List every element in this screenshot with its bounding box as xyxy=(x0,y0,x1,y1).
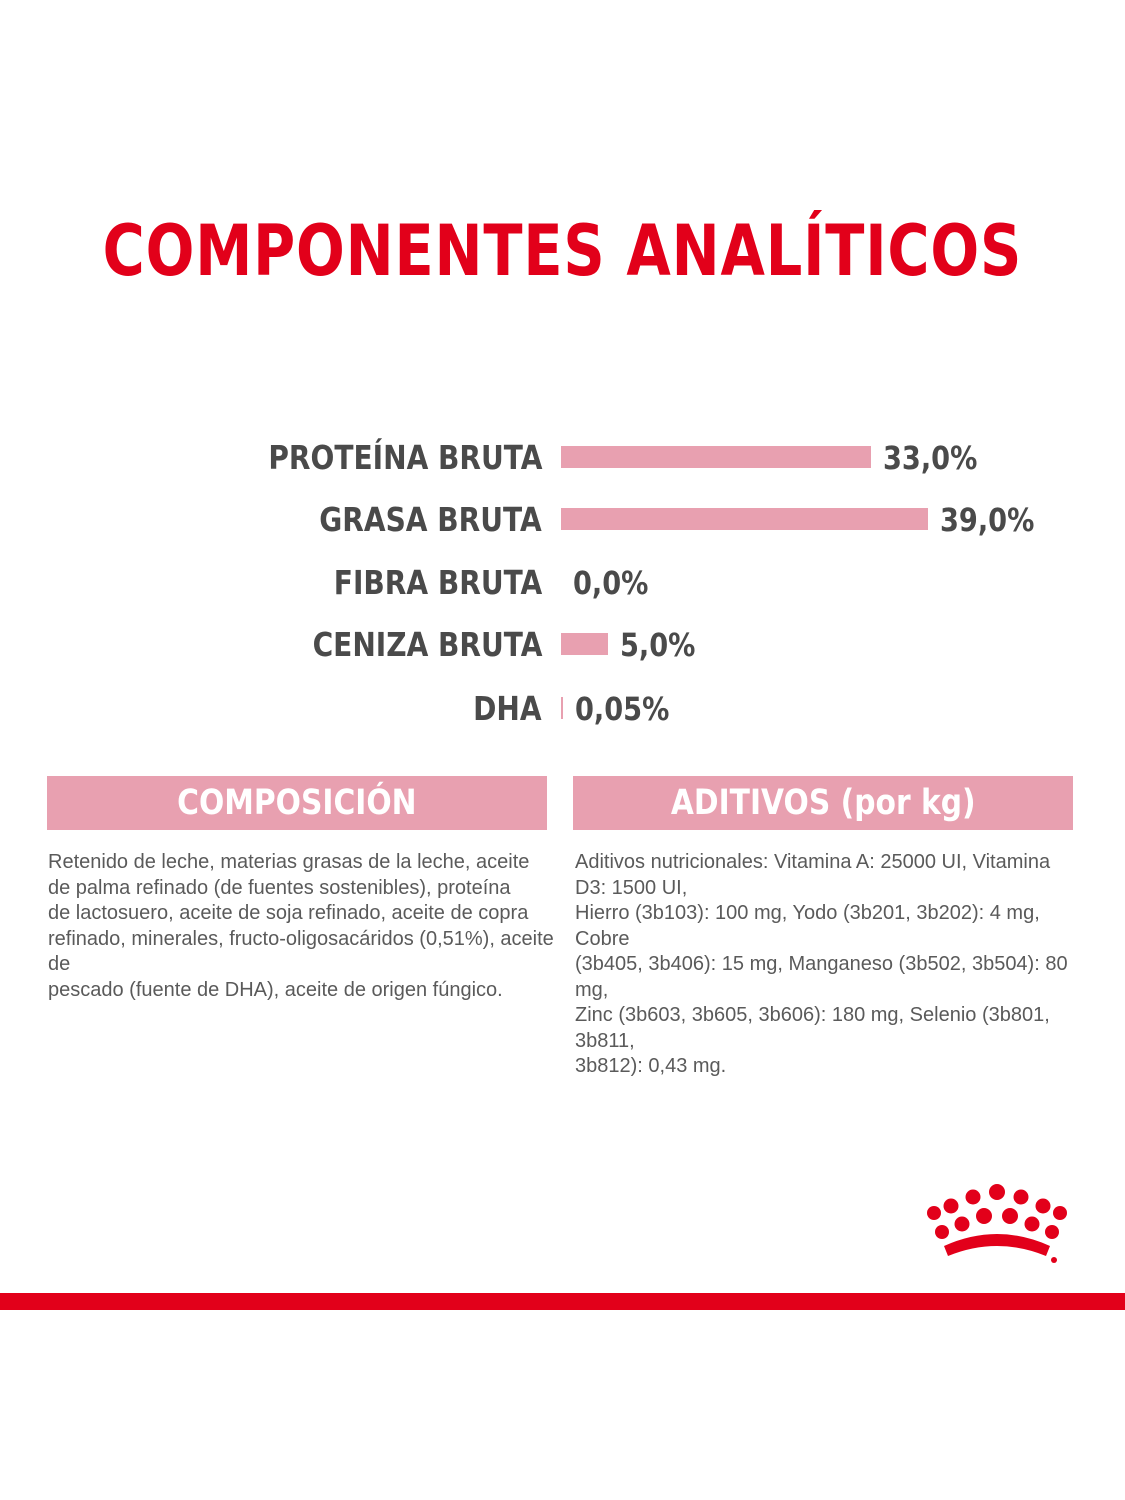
chart-value-label: 0,05% xyxy=(575,690,670,728)
aditivos-line: Zinc (3b603, 3b605, 3b606): 180 mg, Selenio (3b801, 3b811, xyxy=(575,1004,1050,1052)
chart-category-label: FIBRA BRUTA xyxy=(333,563,542,602)
chart-row xyxy=(0,625,1125,665)
aditivos-line: (3b405, 3b406): 15 mg, Manganeso (3b502, 3b504): 80 mg, xyxy=(575,953,1068,1001)
composicion-header-label: COMPOSICIÓN xyxy=(177,783,417,823)
composicion-line: de lactosuero, aceite de soja refinado, aceite de copra xyxy=(48,902,529,924)
chart-category-label: DHA xyxy=(473,689,542,728)
chart-bar xyxy=(561,633,608,655)
aditivos-header xyxy=(573,776,1073,830)
composicion-text xyxy=(48,850,558,1003)
chart-row xyxy=(0,500,1125,540)
chart-value-label: 0,0% xyxy=(573,564,649,602)
royal-canin-crown-icon xyxy=(922,1182,1072,1268)
page-title: COMPONENTES ANALÍTICOS xyxy=(102,210,1023,292)
aditivos-line: Hierro (3b103): 100 mg, Yodo (3b201, 3b202): 4 mg, Cobre xyxy=(575,902,1040,950)
composicion-line: Retenido de leche, materias grasas de la leche, aceite xyxy=(48,851,530,873)
chart-row xyxy=(0,689,1125,729)
aditivos-line: Aditivos nutricionales: Vitamina A: 25000 UI, Vitamina D3: 1500 UI, xyxy=(575,851,1051,899)
composicion-line: pescado (fuente de DHA), aceite de origen fúngico. xyxy=(48,978,503,1001)
chart-row xyxy=(0,563,1125,603)
chart-bar xyxy=(561,446,871,468)
aditivos-header-label: ADITIVOS (por kg) xyxy=(670,783,976,823)
chart-value-label: 5,0% xyxy=(620,626,696,664)
aditivos-line: 3b812): 0,43 mg. xyxy=(575,1055,727,1077)
chart-category-label: GRASA BRUTA xyxy=(319,500,542,539)
chart-bar xyxy=(561,697,563,719)
analytics-bar-chart xyxy=(0,420,1125,740)
aditivos-text xyxy=(575,850,1085,1080)
chart-category-label: CENIZA BRUTA xyxy=(312,625,542,664)
chart-bar xyxy=(561,508,928,530)
chart-value-label: 39,0% xyxy=(939,501,1034,539)
chart-value-label: 33,0% xyxy=(883,439,978,477)
composicion-line: de palma refinado (de fuentes sostenibles), proteína xyxy=(48,876,511,899)
chart-category-label: PROTEÍNA BRUTA xyxy=(267,438,542,477)
chart-row xyxy=(0,438,1125,478)
composicion-line: refinado, minerales, fructo-oligosacáridos (0,51%), aceite de xyxy=(48,927,554,975)
composicion-header xyxy=(47,776,547,830)
footer-red-stripe xyxy=(0,1293,1125,1310)
